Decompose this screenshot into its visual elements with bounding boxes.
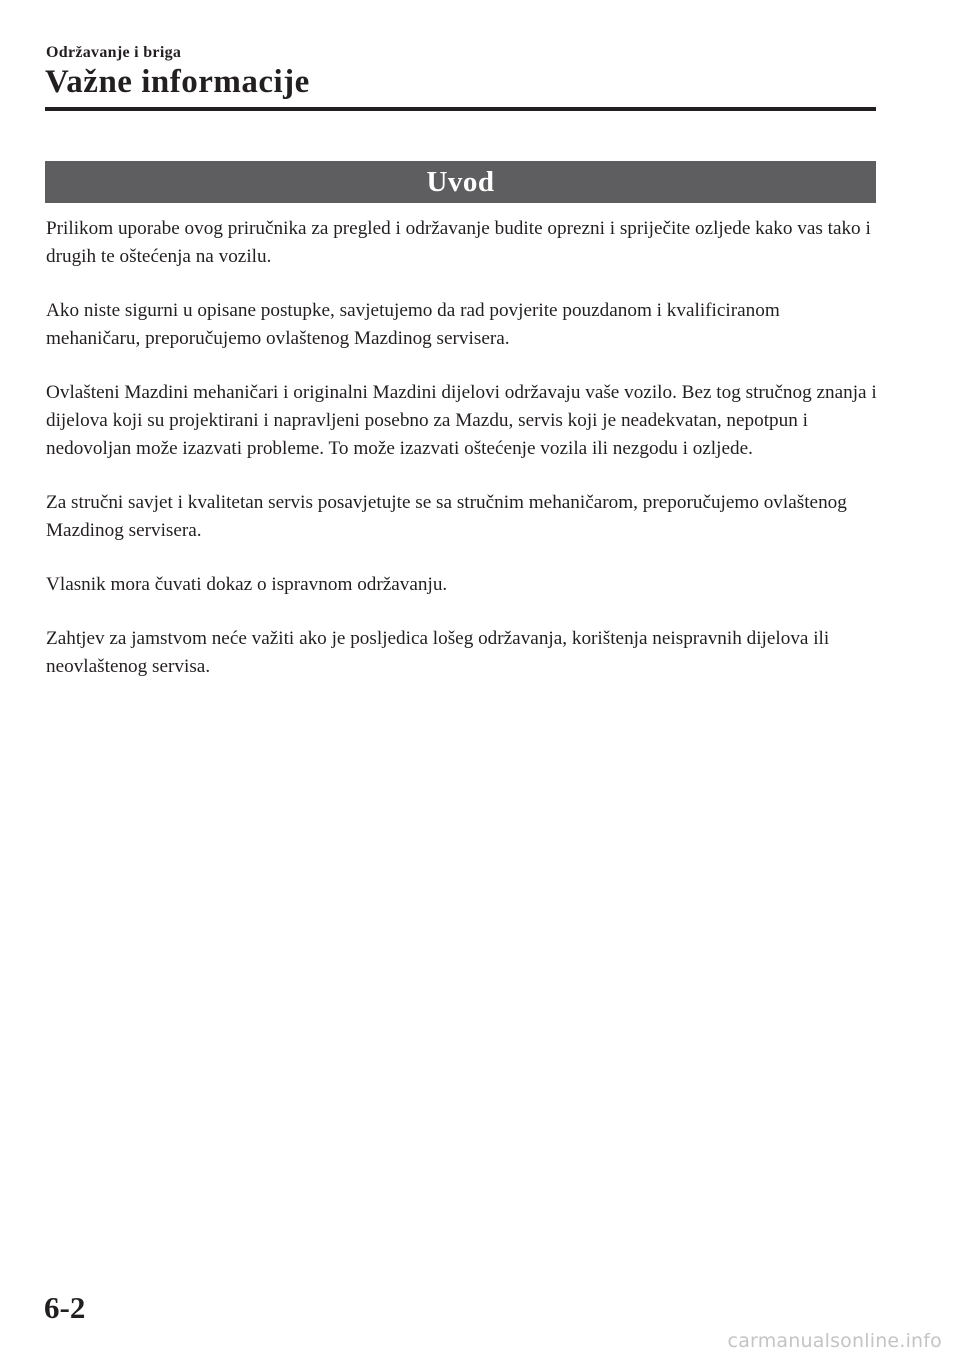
chapter-label: Održavanje i briga: [46, 44, 182, 61]
page-number: 6-2: [44, 1290, 86, 1325]
paragraph-4: Za stručni savjet i kvalitetan servis posavjetujte se sa stručnim mehaničarom, preporučujemo ovlaštenog Mazdinog servisera.: [46, 492, 847, 541]
page-title: Važne informacije: [45, 64, 310, 100]
paragraph-1: Prilikom uporabe ovog priručnika za pregled i održavanje budite oprezni i spriječite ozljede kako vas tako i drugih te oštećenja na vozilu.: [46, 218, 871, 267]
section-body: [46, 215, 878, 707]
section-heading: Uvod: [426, 166, 495, 198]
paragraph-3: Ovlašteni Mazdini mehaničari i originalni Mazdini dijelovi održavaju vaše vozilo. Bez tog stručnog znanja i dijelova koji su projektirani i napravljeni posebno za Mazdu, servis koji je neadekvatan, nepotpun i nedovoljan može izazvati probleme. To može izazvati oštećenje vozila ili nezgodu i ozljede.: [46, 382, 877, 459]
title-divider: [45, 107, 876, 111]
section-heading-banner: [45, 161, 876, 203]
paragraph-6: Zahtjev za jamstvom neće važiti ako je posljedica lošeg održavanja, korištenja neispravnih dijelova ili neovlaštenog servisa.: [46, 628, 830, 677]
watermark-text: carmanualsonline.info: [727, 1330, 942, 1352]
paragraph-2: Ako niste sigurni u opisane postupke, savjetujemo da rad povjerite pouzdanom i kvalificiranom mehaničaru, preporučujemo ovlaštenog Mazdinog servisera.: [46, 300, 780, 349]
paragraph-5: Vlasnik mora čuvati dokaz o ispravnom održavanju.: [46, 574, 448, 595]
